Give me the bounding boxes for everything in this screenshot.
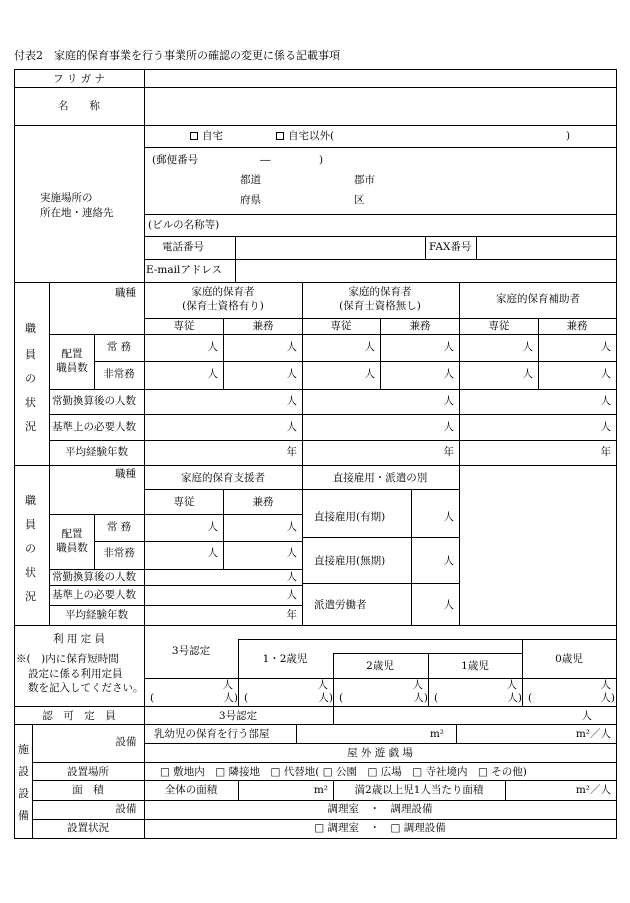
cell-text: 直接雇用・派遣の別 [332,472,428,484]
cell-text: 人) [318,692,333,704]
cell-text: 況 [25,420,36,433]
table-rule [459,465,460,625]
cell-text: 人 [600,341,611,353]
table-rule [94,361,617,362]
table-rule [14,724,617,725]
table-rule [144,282,145,465]
phone-input[interactable] [238,239,426,258]
table-rule [223,318,224,389]
table-rule [94,541,302,542]
cell-text: 直接雇用(有期) [314,511,386,523]
cell-text: 基準上の必要人数 [52,589,136,601]
ward-label: 区 [354,194,365,206]
cell-text: 人 [600,368,611,380]
table-rule [144,259,617,260]
table-rule [14,125,617,126]
cell-text: 年 [286,446,297,458]
cell-text: 非常務 [103,547,135,559]
table-rule [144,743,617,744]
cell-text: 1・2歳児 [262,653,308,665]
cell-text: ) [319,154,324,166]
cell-text: ) [566,130,571,142]
cell-text: 人 [364,368,375,380]
approved-capacity-label: 認 可 定 員 [42,710,116,722]
table-rule [456,724,457,743]
home-checkbox[interactable] [190,132,198,140]
cell-text: 兼務 [252,496,274,508]
table-rule [49,585,302,586]
cell-text: 配置 [61,528,83,540]
cell-text: の [25,372,36,385]
cell-text: 設置場所 [67,766,109,778]
address-label-2: 所在地・連絡先 [40,207,114,219]
table-rule [14,838,617,839]
cell-text: 数を記入してください。 [28,682,144,694]
cell-text: 年 [600,446,611,458]
cell-text: 基準上の必要人数 [52,421,136,433]
cell-text: m²／人 [575,728,611,740]
cell-text: 平均経験年数 [65,446,128,458]
city-label: 郡市 [354,174,375,186]
cell-text: ― [260,154,271,166]
table-rule [333,780,334,800]
cell-text: 派遣労働者 [314,599,367,611]
cell-text: 人) [223,692,238,704]
cell-text: 人 [443,511,454,523]
cell-text: 常勤換算後の人数 [52,395,136,407]
cell-text: 兼務 [566,320,588,332]
table-rule [49,389,617,390]
table-rule [302,583,459,584]
table-rule [144,214,617,215]
table-rule [144,236,617,237]
table-rule [14,625,617,626]
cell-text: 0歳児 [555,653,583,665]
table-rule [302,537,459,538]
cell-text: 人 [222,679,233,691]
table-rule [223,489,224,569]
cell-text: (保育士資格有り) [182,300,264,312]
capacity-label: 利 用 定 員 [52,633,106,645]
cell-text: 1歳児 [461,660,489,672]
cell-text: 非常務 [103,368,135,380]
cell-text: 職員数 [56,362,88,374]
table-rule [538,318,539,389]
table-rule [144,625,145,839]
table-rule [32,762,617,763]
cell-text: ( [434,692,439,704]
table-rule [411,489,412,625]
cell-text: 設定に係る利用定員 [28,668,123,680]
table-rule [296,724,297,743]
table-rule [49,569,302,570]
cell-text: 人 [317,679,328,691]
cell-text: 人 [364,341,375,353]
table-rule [235,236,236,282]
cell-text: 家庭的保育者 [191,286,255,298]
table-rule [49,440,617,441]
home-option[interactable]: 自宅 [190,131,223,142]
cell-text: 人 [443,368,454,380]
cell-text: 専従 [488,320,510,332]
cell-text: 全体の面積 [164,784,218,796]
prefecture-label-1: 都道 [240,174,261,186]
cell-text: 調理室 ・ 調理設備 [327,803,433,815]
cell-text: 人 [207,341,218,353]
table-rule [144,678,617,679]
cell-text: m² [313,784,328,796]
form-table [14,69,617,839]
location-options[interactable]: □ 敷地内 □ 隣接地 □ 代替地( □ 公園 □ 広場 □ 寺社境内 □ その他) [160,766,527,778]
cell-text: 専従 [330,320,352,332]
job-type-label: 職種 [115,287,136,299]
table-rule [302,282,303,465]
cell-text: 人 [286,547,297,559]
table-rule [505,780,506,800]
cell-text: 職 [25,322,36,335]
cell-text: 人 [286,521,297,533]
cell-text: ( [528,692,533,704]
cell-text: 人 [286,571,297,583]
table-rule [14,69,617,70]
cell-text: 人 [600,421,611,433]
cell-text: 人) [413,692,428,704]
cell-text: 人 [443,421,454,433]
cell-text: 面 積 [72,784,104,796]
table-rule [144,147,617,148]
cell-text: 状 [25,566,36,579]
cell-text: 人 [286,421,297,433]
cell-text: 人 [522,341,533,353]
prefecture-label-2: 府県 [240,194,261,206]
table-rule [32,819,617,820]
name-input[interactable] [147,90,616,124]
cell-text: 人 [600,679,611,691]
cell-text: 3号認定 [218,710,258,722]
cell-text: 人 [581,710,592,722]
table-rule [14,87,617,88]
cell-text: 乳幼児の保育を行う部屋 [154,728,270,740]
table-rule [459,282,460,465]
cell-text: 家庭的保育者 [348,286,412,298]
cell-text: 人 [506,679,517,691]
fax-label: FAX番号 [429,241,472,253]
table-rule [144,318,617,319]
table-rule [238,780,239,800]
cell-text: m²／人 [575,784,611,796]
cell-text: 人 [286,341,297,353]
cell-text: 設備 [115,736,137,748]
cell-text: 設 [18,765,29,778]
cell-text: ( [244,692,249,704]
address-label-1: 実施場所の [40,192,93,204]
table-rule [32,780,617,781]
cell-text: (保育士資格無し) [339,300,421,312]
cell-text: 状 [25,396,36,409]
cell-text: 常 務 [106,521,132,533]
cell-text: 3号認定 [171,645,211,657]
cell-text: 設置状況 [67,822,109,834]
cell-text: 人 [443,395,454,407]
table-rule [49,282,50,465]
table-rule [49,514,302,515]
cell-text: 設 [18,787,29,800]
kitchen-options[interactable]: □ 調理室 ・ □ 調理設備 [314,822,446,834]
cell-text: 人 [286,589,297,601]
email-input[interactable] [238,262,617,281]
cell-text: ( [150,692,155,704]
table-rule [49,334,617,335]
table-rule [144,69,145,282]
table-rule [238,639,617,640]
cell-text: 職種 [115,468,136,480]
non-home-checkbox[interactable] [276,132,284,140]
cell-text: m² [429,728,444,740]
non-home-option[interactable]: 自宅以外( [276,131,334,142]
cell-text: 専従 [173,496,195,508]
cell-text: 人 [207,547,218,559]
table-rule [49,465,50,625]
cell-text: 人 [286,368,297,380]
cell-text: 人) [507,692,522,704]
cell-text: 人 [286,395,297,407]
table-rule [14,465,617,466]
cell-text: 人 [443,341,454,353]
cell-text: 2歳児 [366,660,394,672]
form-title: 付表2 家庭的保育事業を行う事業所の確認の変更に係る記載事項 [14,49,340,62]
cell-text: 職員数 [56,542,88,554]
cell-text: 人 [207,368,218,380]
cell-text: 専従 [173,320,195,332]
table-rule [49,414,617,415]
cell-text: 家庭的保育支援者 [181,472,265,484]
postal-label: (郵便番号 [152,154,199,166]
cell-text: 年 [286,609,297,621]
cell-text: 人 [443,555,454,567]
table-rule [333,706,334,724]
cell-text: 施 [18,743,29,756]
cell-text: 職 [25,494,36,507]
table-rule [380,318,381,389]
table-rule [49,605,302,606]
table-rule [14,282,617,283]
cell-text: 家庭的保育補助者 [496,293,580,305]
cell-text: 人) [600,692,615,704]
fax-input[interactable] [479,239,617,258]
cell-text: 屋 外 遊 戯 場 [347,747,413,759]
table-rule [14,706,617,707]
cell-text: 常 務 [106,341,132,353]
cell-text: の [25,542,36,555]
cell-text: 直接雇用(無期) [314,555,386,567]
table-rule [32,800,617,801]
cell-text: 員 [25,348,36,361]
table-rule [333,653,522,654]
email-label: E-mailアドレス [146,264,223,276]
table-rule [476,236,477,259]
cell-text: 員 [25,518,36,531]
cell-text: 満2歳以上児1人当たり面積 [354,784,484,796]
cell-text: 人 [600,395,611,407]
furigana-label: フ リ ガ ナ [52,73,106,85]
cell-text: 平均経験年数 [65,609,128,621]
cell-text: 人 [207,521,218,533]
cell-text: 配置 [61,348,83,360]
cell-text: 兼務 [252,320,274,332]
table-rule [32,724,33,839]
phone-label: 電話番号 [162,241,204,253]
cell-text: 設備 [115,803,137,815]
cell-text: 年 [443,446,454,458]
cell-text: ( [339,692,344,704]
name-label: 名 称 [58,100,100,112]
cell-text: 人 [412,679,423,691]
table-rule [144,489,459,490]
cell-text: 常勤換算後の人数 [52,571,136,583]
cell-text: 備 [18,809,29,822]
cell-text: 兼務 [409,320,431,332]
cell-text: ※( )内に保育短時間 [16,653,119,665]
cell-text: 人 [443,599,454,611]
building-label: (ビルの名称等) [148,219,220,231]
cell-text: 況 [25,590,36,603]
cell-text: 人 [522,368,533,380]
